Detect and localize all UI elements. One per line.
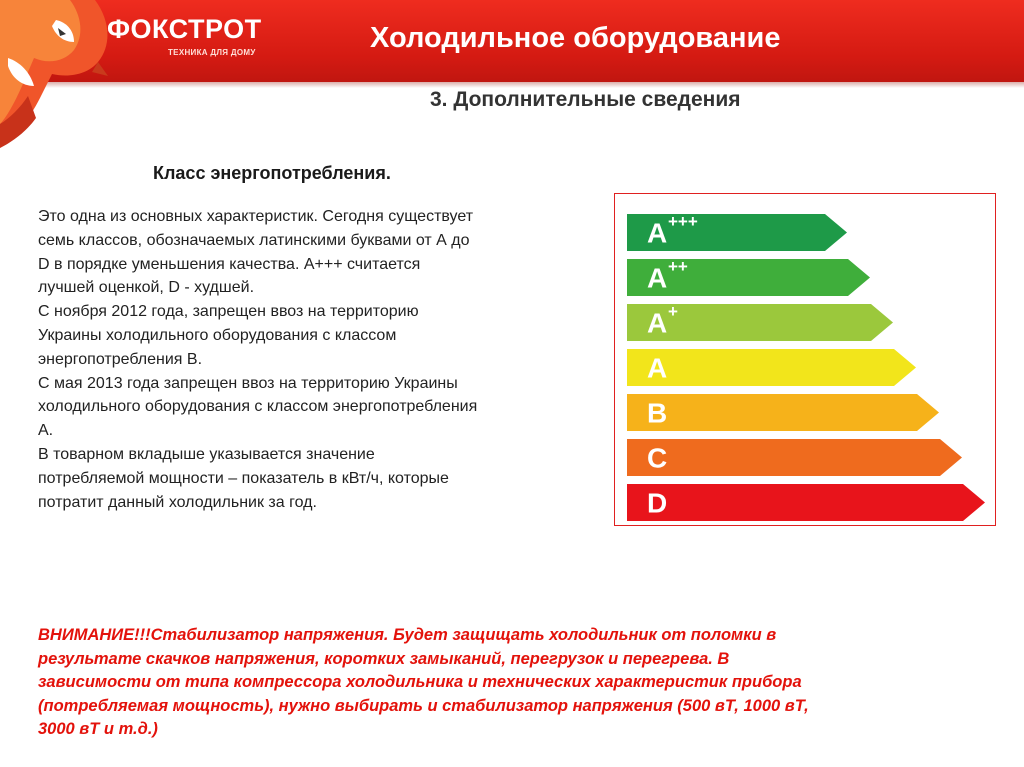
- energy-class-plus: +: [668, 302, 678, 321]
- energy-class-4: [627, 349, 916, 386]
- warning-line: зависимости от типа компрессора холодильника и технических характеристик прибора: [38, 673, 802, 691]
- body-line: холодильного оборудования с классом энергопотребления: [38, 398, 478, 416]
- body-line: семь классов, обозначаемых латинскими буквами от А до: [38, 231, 470, 249]
- energy-class-5: [627, 394, 939, 431]
- energy-class-label: D: [647, 487, 668, 519]
- section-title: 3. Дополнительные сведения: [430, 88, 741, 111]
- energy-class-arrow: [627, 484, 985, 521]
- logo-title: ФОКСТРОТ: [107, 14, 262, 44]
- energy-class-6: [627, 439, 962, 476]
- logo-subtitle: ТЕХНИКА ДЛЯ ДОМУ: [168, 48, 256, 57]
- energy-class-plus: ++: [668, 257, 688, 276]
- energy-class-label: B: [647, 397, 668, 429]
- energy-class-label: A: [647, 307, 668, 339]
- energy-class-label: C: [647, 442, 668, 474]
- body-line: лучшей оценкой, D - худшей.: [38, 279, 255, 297]
- body-line: В товарном вкладыше указывается значение: [38, 445, 375, 463]
- subheading: Класс энергопотребления.: [153, 163, 391, 183]
- warning-line: (потребляемая мощность), нужно выбирать и стабилизатор напряжения (500 вТ, 1000 вТ,: [38, 696, 809, 715]
- energy-class-scale: [615, 194, 995, 525]
- body-line: Это одна из основных характеристик. Сегодня существует: [38, 208, 474, 225]
- body-line: потребляемой мощности – показатель в кВт/ч, которые: [38, 469, 449, 487]
- energy-class-arrow: [627, 439, 962, 476]
- warning-line: ВНИМАНИЕ!!!Стабилизатор напряжения. Будет защищать холодильник от поломки в: [38, 626, 777, 644]
- energy-class-label: A: [647, 217, 668, 249]
- energy-class-7: [627, 484, 985, 521]
- body-text: [38, 205, 598, 514]
- body-line: Украины холодильного оборудования с классом: [38, 326, 397, 344]
- energy-class-1: [627, 212, 847, 251]
- body-line: D в порядке уменьшения качества. А+++ считается: [38, 255, 421, 273]
- body-line: потратит данный холодильник за год.: [38, 493, 317, 511]
- body-line: С ноября 2012 года, запрещен ввоз на территорию: [38, 303, 419, 321]
- page-title: Холодильное оборудование: [370, 22, 781, 54]
- warning-note: [38, 624, 998, 742]
- energy-class-3: [627, 302, 893, 341]
- body-line: энергопотребления В.: [38, 350, 203, 368]
- energy-class-arrow: [627, 349, 916, 386]
- body-line: С мая 2013 года запрещен ввоз на территорию Украины: [38, 374, 458, 392]
- body-line: А.: [38, 422, 54, 440]
- energy-class-label: A: [647, 352, 668, 384]
- warning-line: 3000 вТ и т.д.): [38, 720, 158, 738]
- energy-label-panel: [614, 193, 996, 526]
- warning-line: результате скачков напряжения, коротких замыканий, перегрузок и перегрева. В: [38, 649, 730, 668]
- energy-class-label: A: [647, 262, 668, 294]
- energy-class-arrow: [627, 394, 939, 431]
- energy-class-plus: +++: [668, 212, 698, 231]
- energy-class-2: [627, 257, 870, 296]
